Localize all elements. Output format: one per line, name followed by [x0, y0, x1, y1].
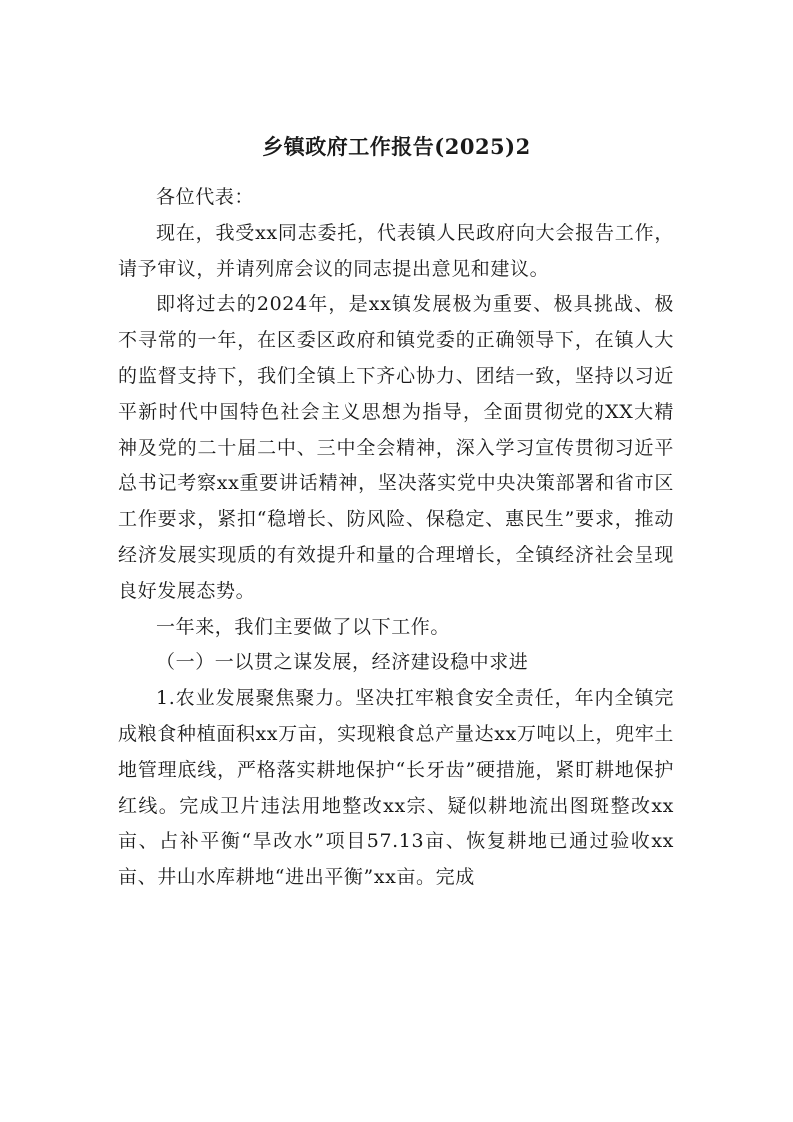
agriculture-paragraph: 1.农业发展聚焦聚力。坚决扛牢粮食安全责任，年内全镇完成粮食种植面积xx万亩，实现粮食总产量达xx万吨以上，兜牢土地管理底线，严格落实耕地保护“长牙齿”硬措施，紧盯耕地保护红线。完成卫片违法用地整改xx宗、疑似耕地流出图斑整改xx亩、占补平衡“旱改水”项目57.13亩、恢复耕地已通过验收xx亩、井山水库耕地“进出平衡”xx亩。完成	[118, 687, 674, 889]
document-title: 乡镇政府工作报告(2025)2	[262, 134, 531, 160]
salutation-paragraph: 各位代表：	[156, 186, 255, 208]
review-paragraph: 即将过去的2024年，是xx镇发展极为重要、极具挑战、极不寻常的一年，在区委区政府和镇党委的正确领导下，在镇人大的监督支持下，我们全镇上下齐心协力、团结一致，坚持以习近平新时代中国特色社会主义思想为指导，全面贯彻党的XX大精神及党的二十届二中、三中全会精神，深入学习宣传贯彻习近平总书记考察xx重要讲话精神，坚决落实党中央决策部署和省市区工作要求，紧扣“稳增长、防风险、保稳定、惠民生”要求，推动经济发展实现质的有效提升和量的合理增长，全镇经济社会呈现良好发展态势。	[118, 293, 674, 602]
work-intro-paragraph: 一年来，我们主要做了以下工作。	[156, 615, 451, 638]
section-heading: （一）一以贯之谋发展，经济建设稳中求进	[156, 651, 529, 674]
opening-paragraph: 现在，我受xx同志委托，代表镇人民政府向大会报告工作，请予审议，并请列席会议的同志提出意见和建议。	[118, 221, 674, 280]
document-body	[118, 180, 674, 896]
